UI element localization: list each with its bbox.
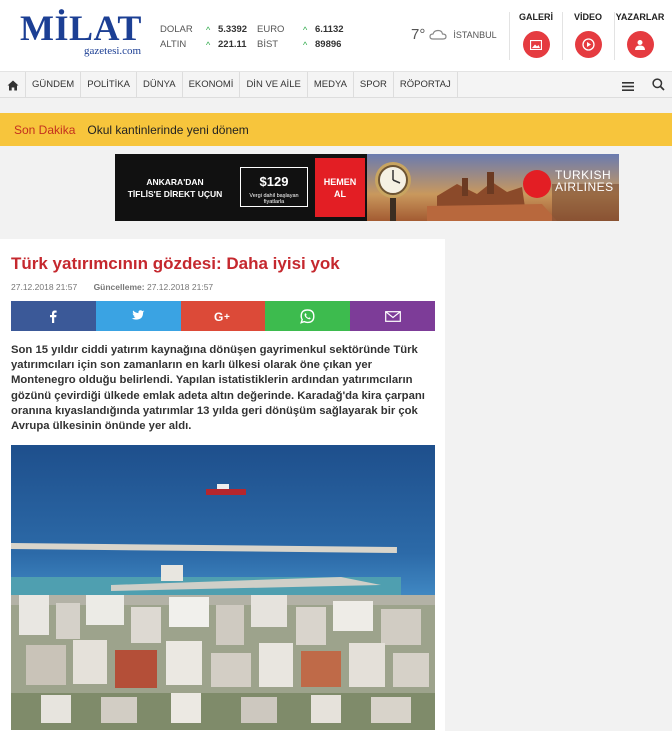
weather-city: İSTANBUL (453, 29, 497, 40)
ticker-altin (160, 37, 247, 52)
ticker-bist (257, 37, 344, 52)
ad-cta-button[interactable] (315, 158, 365, 217)
up-arrow-icon: ^ (206, 24, 211, 35)
weather-temp: 7° (411, 26, 426, 43)
nav-item-politika[interactable]: POLİTİKA (81, 72, 137, 98)
svg-text:+: + (223, 311, 230, 322)
ad-line2: TİFLİS'E DİREKT UÇUN (127, 189, 223, 199)
up-arrow-icon: ^ (303, 39, 308, 50)
up-arrow-icon: ^ (303, 24, 308, 35)
person-icon (627, 31, 654, 58)
breaking-news-bar[interactable] (0, 113, 672, 146)
ticker-name: EURO (257, 24, 285, 35)
ticker-dolar (160, 22, 247, 37)
updated-date: 27.12.2018 21:57 (146, 282, 214, 292)
ad-banner[interactable] (115, 154, 619, 221)
share-google-plus-button[interactable] (181, 301, 266, 331)
email-icon (385, 311, 401, 322)
logo-main-text: MİLAT (20, 8, 142, 48)
breaking-news-headline[interactable]: Okul kantinlerinde yeni dönem (87, 122, 249, 137)
search-icon[interactable] (652, 78, 665, 96)
hamburger-menu-icon[interactable] (622, 79, 634, 97)
published-date: 27.12.2018 21:57 (11, 282, 78, 292)
cloud-icon (429, 29, 447, 41)
ticker-euro (257, 22, 344, 37)
gallery-button[interactable] (510, 12, 562, 58)
turkish-airlines-logo (523, 170, 551, 198)
share-bar (11, 301, 435, 331)
share-twitter-button[interactable] (96, 301, 181, 331)
nav-item-spor[interactable]: SPOR (354, 72, 394, 98)
ticker-name: BİST (257, 39, 279, 50)
ad-line1: ANKARA'DAN (146, 177, 204, 187)
nav-item-din-ve-aile[interactable]: DİN VE AİLE (240, 72, 307, 98)
ad-brand-line2: AIRLINES (555, 180, 614, 194)
facebook-icon (49, 310, 57, 323)
share-whatsapp-button[interactable] (265, 301, 350, 331)
article-dates (11, 282, 213, 292)
ad-brand-line1: TURKISH (555, 168, 612, 182)
currency-ticker-left (160, 22, 247, 52)
ad-price-note: Vergi dahil başlayan fiyatlarla (249, 193, 299, 205)
article-photo (11, 445, 435, 730)
weather-widget (411, 26, 497, 43)
play-icon (575, 31, 602, 58)
up-arrow-icon: ^ (206, 39, 211, 50)
ticker-value: 221.11 (218, 39, 247, 50)
nav-item-dunya[interactable]: DÜNYA (137, 72, 183, 98)
updated-label: Güncelleme: (93, 282, 145, 292)
coastal-city-image (11, 445, 435, 730)
ad-headline (127, 176, 223, 200)
logo-sub-text: gazetesi.com (84, 45, 142, 57)
nav-item-ekonomi[interactable]: EKONOMİ (183, 72, 241, 98)
share-email-button[interactable] (350, 301, 435, 331)
google-plus-icon (214, 311, 232, 322)
ticker-value: 6.1132 (315, 24, 344, 35)
nav-item-roportaj[interactable]: RÖPORTAJ (394, 72, 458, 98)
gallery-label: GALERİ (518, 12, 553, 22)
ticker-value: 5.3392 (218, 24, 248, 35)
ad-cta-line2: AL (334, 189, 346, 199)
ticker-name: ALTIN (160, 39, 187, 50)
ad-cta-line1: HEMEN (323, 177, 357, 187)
ticker-name: DOLAR (160, 24, 193, 35)
home-icon[interactable] (0, 72, 26, 98)
twitter-icon (131, 310, 145, 322)
main-nav (0, 72, 672, 98)
breaking-news-tag: Son Dakika (14, 122, 76, 137)
authors-label: YAZARLAR (615, 12, 665, 22)
nav-item-gundem[interactable]: GÜNDEM (26, 72, 81, 98)
video-button[interactable] (562, 12, 614, 58)
article (0, 239, 445, 731)
currency-ticker-right (257, 22, 344, 52)
article-title: Türk yatırımcının gözdesi: Daha iyisi yok (11, 254, 340, 273)
image-icon (523, 31, 550, 58)
nav-items (26, 72, 458, 98)
video-label: VİDEO (573, 12, 602, 22)
whatsapp-icon (300, 309, 315, 324)
site-header (0, 0, 672, 72)
share-facebook-button[interactable] (11, 301, 96, 331)
ad-brand (555, 169, 614, 193)
ad-price-box (240, 167, 308, 207)
authors-button[interactable] (614, 12, 666, 58)
article-body: Son 15 yıldır ciddi yatırım kaynağına dönüşen gayrimenkul sektöründe Türk yatırımcıları için son zamanların en karlı ülkesi olarak öne çıkan yer Montenegro olduğu belirlendi. Yapılan istatistiklerin ardından yatırımcıların gözünü çevirdiği ülkede emlak adeta altın değerinde. Karadağ'da kira çarpanı oranına kıyaslandığında yatırımlar 13 yılda geri dönüşüm sağlayarak bir çok Avrupa ülkesinin önünde yer aldı. (11, 344, 425, 433)
nav-item-medya[interactable]: MEDYA (308, 72, 354, 98)
ad-price: $129 (259, 174, 289, 189)
ticker-value: 89896 (315, 39, 342, 50)
svg-text:G: G (213, 310, 224, 322)
site-logo[interactable] (20, 10, 145, 62)
